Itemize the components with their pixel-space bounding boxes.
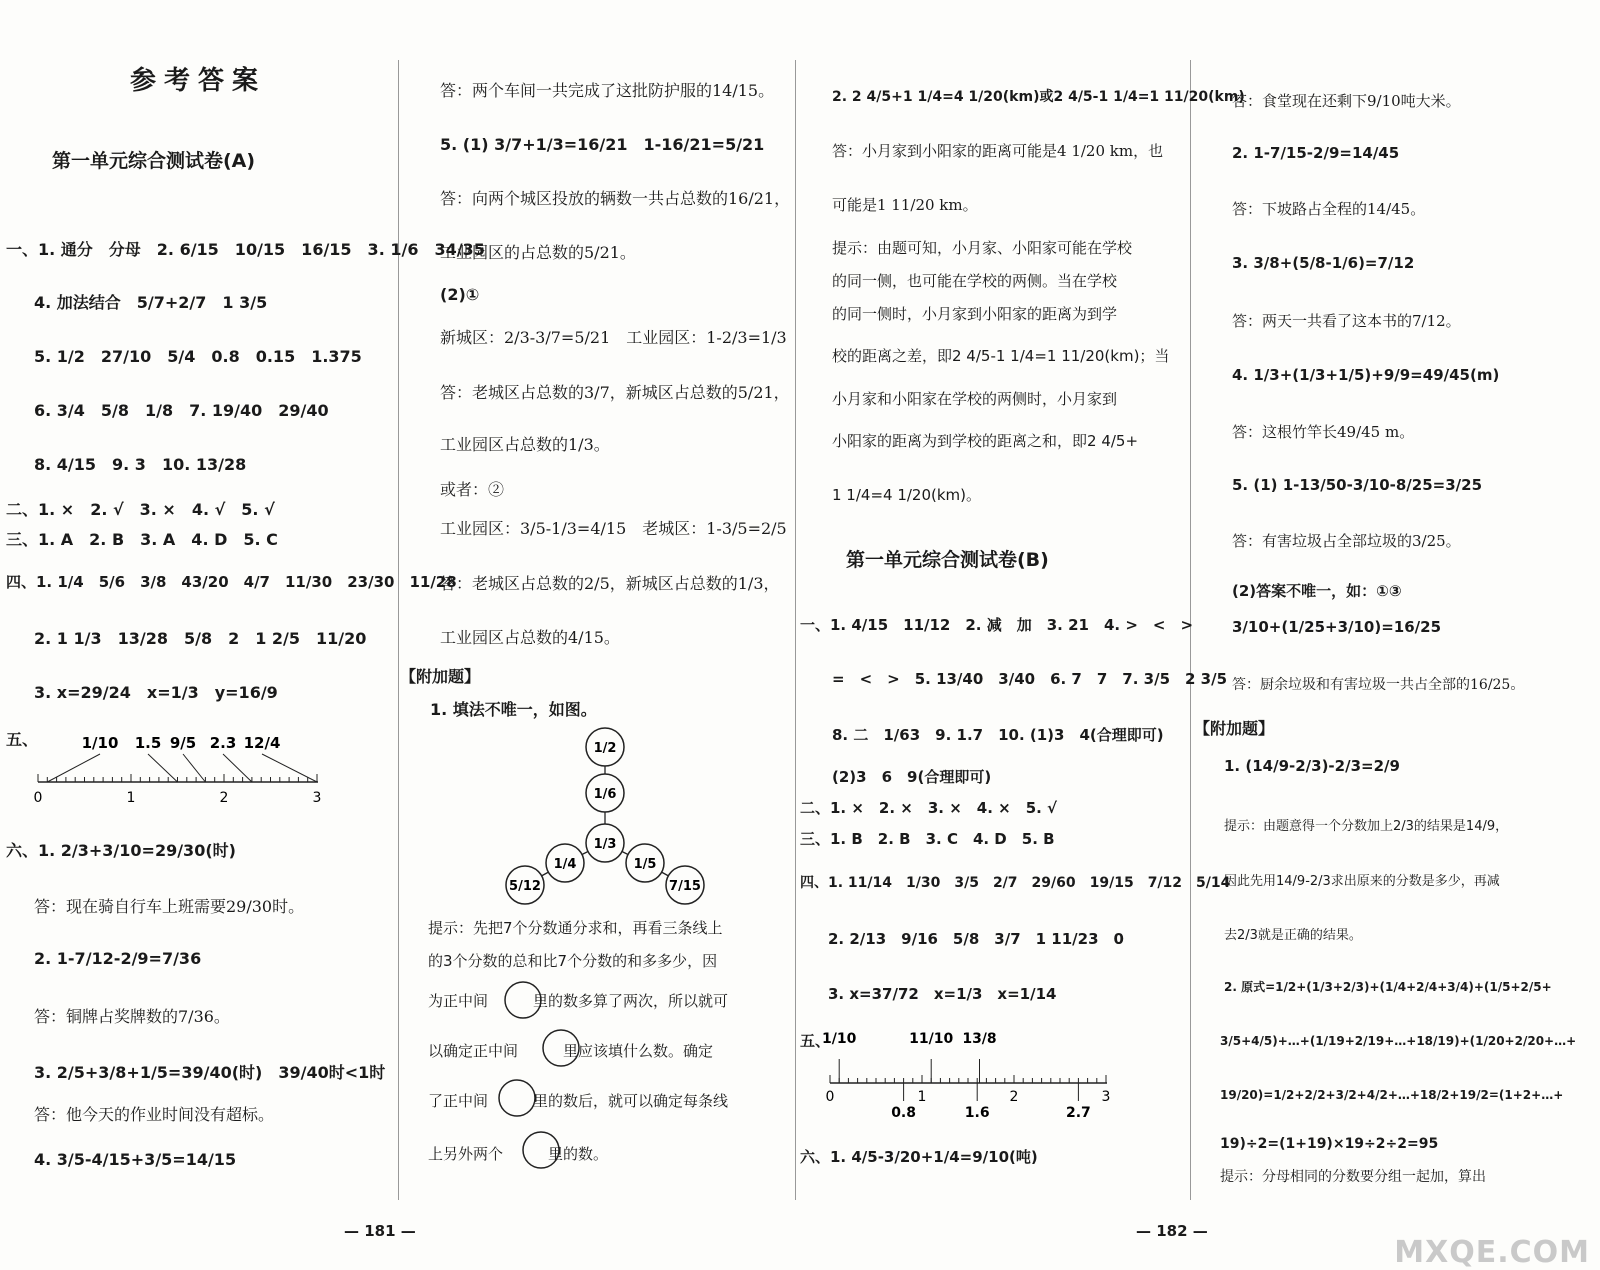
answer-line: 答：这根竹竿长49/45 m。 bbox=[1232, 423, 1415, 441]
answer-line: 一、1. 4/15 11/12 2. 减 加 3. 21 4. > < > bbox=[800, 616, 1194, 634]
page-number-left: — 181 — bbox=[344, 1222, 416, 1240]
pointer-line bbox=[148, 754, 178, 782]
point-label: 13/8 bbox=[962, 1031, 997, 1047]
answer-line: 5. (1) 3/7+1/3=16/21 1-16/21=5/21 bbox=[440, 135, 765, 154]
tick-label: 3 bbox=[312, 790, 322, 806]
circle-value: 1/3 bbox=[593, 837, 617, 852]
answer-line: 3. x=29/24 x=1/3 y=16/9 bbox=[34, 683, 278, 702]
number-line-a bbox=[30, 720, 330, 820]
answer-line: 1. (14/9-2/3)-2/3=2/9 bbox=[1224, 757, 1400, 775]
answer-line: 答：两个车间一共完成了这批防护服的14/15。 bbox=[440, 81, 775, 100]
answer-line: 3/5+4/5)+…+(1/19+2/19+…+18/19)+(1/20+2/20+…+ bbox=[1220, 1034, 1577, 1048]
answer-line: 19)÷2=(1+19)×19÷2÷2=95 bbox=[1220, 1136, 1439, 1152]
answer-line: 2. 1 1/3 13/28 5/8 2 1 2/5 11/20 bbox=[34, 629, 367, 648]
hint-line: 去2/3就是正确的结果。 bbox=[1224, 928, 1362, 943]
hint-line: 的同一侧时，小月家到小阳家的距离为到学 bbox=[832, 305, 1118, 323]
answer-line: (2)① bbox=[440, 285, 480, 304]
empty-circle bbox=[521, 1130, 561, 1170]
point-label: 1.5 bbox=[134, 734, 162, 752]
tick-label: 2 bbox=[219, 790, 229, 806]
tick-label: 1 bbox=[126, 790, 136, 806]
answer-line: 3. 3/8+(5/8-1/6)=7/12 bbox=[1232, 254, 1415, 272]
answer-line: 工业园区的占总数的5/21。 bbox=[440, 243, 636, 262]
answer-line: 工业园区：3/5-1/3=4/15 老城区：1-3/5=2/5 bbox=[440, 519, 787, 538]
tick-label: 2 bbox=[1009, 1089, 1019, 1105]
hint-line: 小阳家的距离为到学校的距离之和，即2 4/5+ bbox=[832, 432, 1139, 450]
answer-line: 答：他今天的作业时间没有超标。 bbox=[34, 1105, 275, 1124]
answer-line: 4. 3/5-4/15+3/5=14/15 bbox=[34, 1150, 237, 1169]
circle-value: 5/12 bbox=[509, 879, 541, 894]
empty-circle bbox=[503, 980, 543, 1020]
answer-line: 答：老城区占总数的3/7，新城区占总数的5/21， bbox=[440, 383, 790, 402]
answer-line: 三、1. B 2. B 3. C 4. D 5. B bbox=[800, 830, 1055, 848]
answer-line: 一、1. 通分 分母 2. 6/15 10/15 16/15 3. 1/6 34/35 bbox=[6, 240, 485, 259]
point-label: 11/10 bbox=[909, 1031, 954, 1047]
point-label: 9/5 bbox=[169, 734, 197, 752]
answer-line: 4. 1/3+(1/3+1/5)+9/9=49/45(m) bbox=[1232, 366, 1500, 384]
hint-line: 提示：先把7个分数通分求和，再看三条线上 bbox=[428, 919, 723, 937]
circle-value: 1/6 bbox=[593, 787, 617, 802]
tick-label: 3 bbox=[1101, 1089, 1111, 1105]
circle-value: 1/5 bbox=[633, 857, 657, 872]
answer-line: (2)3 6 9(合理即可) bbox=[832, 768, 992, 786]
hint-line: 提示：由题可知，小月家、小阳家可能在学校 bbox=[832, 239, 1133, 257]
answer-line: 工业园区占总数的4/15。 bbox=[440, 628, 620, 647]
answer-line: 答：有害垃圾占全部垃圾的3/25。 bbox=[1232, 532, 1461, 550]
answer-line: 2. 原式=1/2+(1/3+2/3)+(1/4+2/4+3/4)+(1/5+2/5+ bbox=[1224, 980, 1552, 994]
answer-line: 五、 bbox=[6, 730, 39, 749]
answer-line: 1. 填法不唯一，如图。 bbox=[430, 700, 597, 719]
point-label: 1/10 bbox=[822, 1031, 857, 1047]
tick-label: 1 bbox=[917, 1089, 927, 1105]
answer-line: 2. 2/13 9/16 5/8 3/7 1 11/23 0 bbox=[828, 930, 1124, 948]
answer-line: 4. 加法结合 5/7+2/7 1 3/5 bbox=[34, 293, 268, 312]
answer-line: 答：食堂现在还剩下9/10吨大米。 bbox=[1232, 92, 1461, 110]
bonus-heading: 【附加题】 bbox=[400, 667, 481, 686]
answer-line: 8. 4/15 9. 3 10. 13/28 bbox=[34, 455, 247, 474]
circle-value: 7/15 bbox=[669, 879, 701, 894]
answer-line: 二、1. × 2. × 3. × 4. × 5. √ bbox=[800, 799, 1058, 817]
answer-line: 或者：② bbox=[440, 480, 505, 499]
answer-line: 答：厨余垃圾和有害垃圾一共占全部的16/25。 bbox=[1232, 677, 1525, 693]
hint-line: 小月家和小阳家在学校的两侧时，小月家到 bbox=[832, 390, 1118, 408]
point-label: 1/10 bbox=[81, 734, 119, 752]
section-title-b: 第一单元综合测试卷(B) bbox=[846, 549, 1049, 571]
answer-line: 工业园区占总数的1/3。 bbox=[440, 435, 610, 454]
answer-line: 可能是1 11/20 km。 bbox=[832, 196, 978, 214]
answer-line: = < > 5. 13/40 3/40 6. 7 7 7. 3/5 2 3/5 bbox=[832, 670, 1228, 688]
empty-circle bbox=[541, 1028, 581, 1068]
answer-line: 6. 3/4 5/8 1/8 7. 19/40 29/40 bbox=[34, 401, 329, 420]
answer-line: 3. 2/5+3/8+1/5=39/40(时) 39/40时<1时 bbox=[34, 1063, 386, 1082]
answer-line: (2)答案不唯一，如：①③ bbox=[1232, 582, 1402, 600]
hint-line: 的同一侧，也可能在学校的两侧。当在学校 bbox=[832, 272, 1118, 290]
page-title: 参考答案 bbox=[130, 66, 267, 96]
watermark: MXQE.COM bbox=[1394, 1235, 1590, 1270]
answer-line: 5. (1) 1-13/50-3/10-8/25=3/25 bbox=[1232, 476, 1483, 494]
column-divider bbox=[398, 60, 399, 1200]
hint-line: 提示：由题意得一个分数加上2/3的结果是14/9， bbox=[1224, 819, 1509, 834]
answer-line: 四、1. 1/4 5/6 3/8 43/20 4/7 11/30 23/30 11/28 bbox=[6, 573, 457, 591]
pointer-line bbox=[223, 754, 252, 782]
point-label: 2.3 bbox=[209, 734, 237, 752]
column-divider bbox=[795, 60, 796, 1200]
answer-line: 8. 二 1/63 9. 1.7 10. (1)3 4(合理即可) bbox=[832, 726, 1164, 744]
tick-label: 0 bbox=[825, 1089, 835, 1105]
answer-line: 三、1. A 2. B 3. A 4. D 5. C bbox=[6, 530, 278, 549]
circle-value: 1/2 bbox=[593, 741, 617, 756]
answer-line: 3. x=37/72 x=1/3 x=1/14 bbox=[828, 985, 1057, 1003]
number-line-b bbox=[822, 1025, 1122, 1130]
circle-diagram bbox=[495, 725, 715, 915]
point-label: 2.7 bbox=[1065, 1105, 1091, 1121]
answer-line: 新城区：2/3-3/7=5/21 工业园区：1-2/3=1/3 bbox=[440, 328, 787, 347]
page-number-right: — 182 — bbox=[1136, 1222, 1208, 1240]
answer-line: 六、1. 4/5-3/20+1/4=9/10(吨) bbox=[800, 1148, 1038, 1166]
hint-line: 校的距离之差，即2 4/5-1 1/4=1 11/20(km)；当 bbox=[832, 347, 1170, 365]
answer-line: 19/20)=1/2+2/2+3/2+4/2+…+18/2+19/2=(1+2+…+ bbox=[1220, 1088, 1564, 1102]
answer-line: 四、1. 11/14 1/30 3/5 2/7 29/60 19/15 7/12 5/14 bbox=[800, 875, 1231, 891]
answer-line: 答：小月家到小阳家的距离可能是4 1/20 km，也 bbox=[832, 142, 1164, 160]
answer-line: 答：下坡路占全程的14/45。 bbox=[1232, 200, 1426, 218]
answer-line: 2. 2 4/5+1 1/4=4 1/20(km)或2 4/5-1 1/4=1 11/20(km) bbox=[832, 89, 1245, 105]
answer-line: 二、1. × 2. √ 3. × 4. √ 5. √ bbox=[6, 500, 275, 519]
section-title-a: 第一单元综合测试卷(A) bbox=[52, 150, 256, 172]
hint-line: 为正中间 里的数多算了两次，所以就可 bbox=[428, 992, 729, 1010]
point-label: 1.6 bbox=[964, 1105, 990, 1121]
answer-line: 答：两天一共看了这本书的7/12。 bbox=[1232, 312, 1461, 330]
hint-line: 1 1/4=4 1/20(km)。 bbox=[832, 486, 982, 504]
empty-circle bbox=[497, 1078, 537, 1118]
tick-label: 0 bbox=[33, 790, 43, 806]
answer-line: 答：铜牌占奖牌数的7/36。 bbox=[34, 1007, 230, 1026]
answer-line: 答：老城区占总数的2/5，新城区占总数的1/3， bbox=[440, 574, 780, 593]
answer-line: 2. 1-7/12-2/9=7/36 bbox=[34, 949, 202, 968]
hint-line: 上另外两个 里的数。 bbox=[428, 1145, 609, 1163]
answer-line: 3/10+(1/25+3/10)=16/25 bbox=[1232, 618, 1442, 636]
answer-line: 六、1. 2/3+3/10=29/30(时) bbox=[6, 841, 236, 860]
pointer-line bbox=[47, 754, 100, 782]
point-label: 12/4 bbox=[243, 734, 281, 752]
answer-line: 五、 bbox=[800, 1032, 831, 1050]
answer-line: 答：向两个城区投放的辆数一共占总数的16/21， bbox=[440, 189, 791, 208]
answer-line: 2. 1-7/15-2/9=14/45 bbox=[1232, 144, 1400, 162]
bonus-heading: 【附加题】 bbox=[1194, 719, 1275, 738]
answer-line: 5. 1/2 27/10 5/4 0.8 0.15 1.375 bbox=[34, 347, 362, 366]
hint-line: 因此先用14/9-2/3求出原来的分数是多少，再减 bbox=[1224, 874, 1500, 889]
hint-line: 以确定正中间 里应该填什么数。确定 bbox=[428, 1042, 714, 1060]
hint-line: 了正中间 里的数后，就可以确定每条线 bbox=[428, 1092, 729, 1110]
circle-value: 1/4 bbox=[553, 857, 577, 872]
answer-line: 答：现在骑自行车上班需要29/30时。 bbox=[34, 897, 305, 916]
hint-line: 的3个分数的总和比7个分数的和多多少，因 bbox=[428, 952, 718, 970]
hint-line: 提示：分母相同的分数要分组一起加，算出 bbox=[1220, 1169, 1486, 1185]
point-label: 0.8 bbox=[891, 1105, 917, 1121]
number-line-labels bbox=[82, 734, 281, 752]
